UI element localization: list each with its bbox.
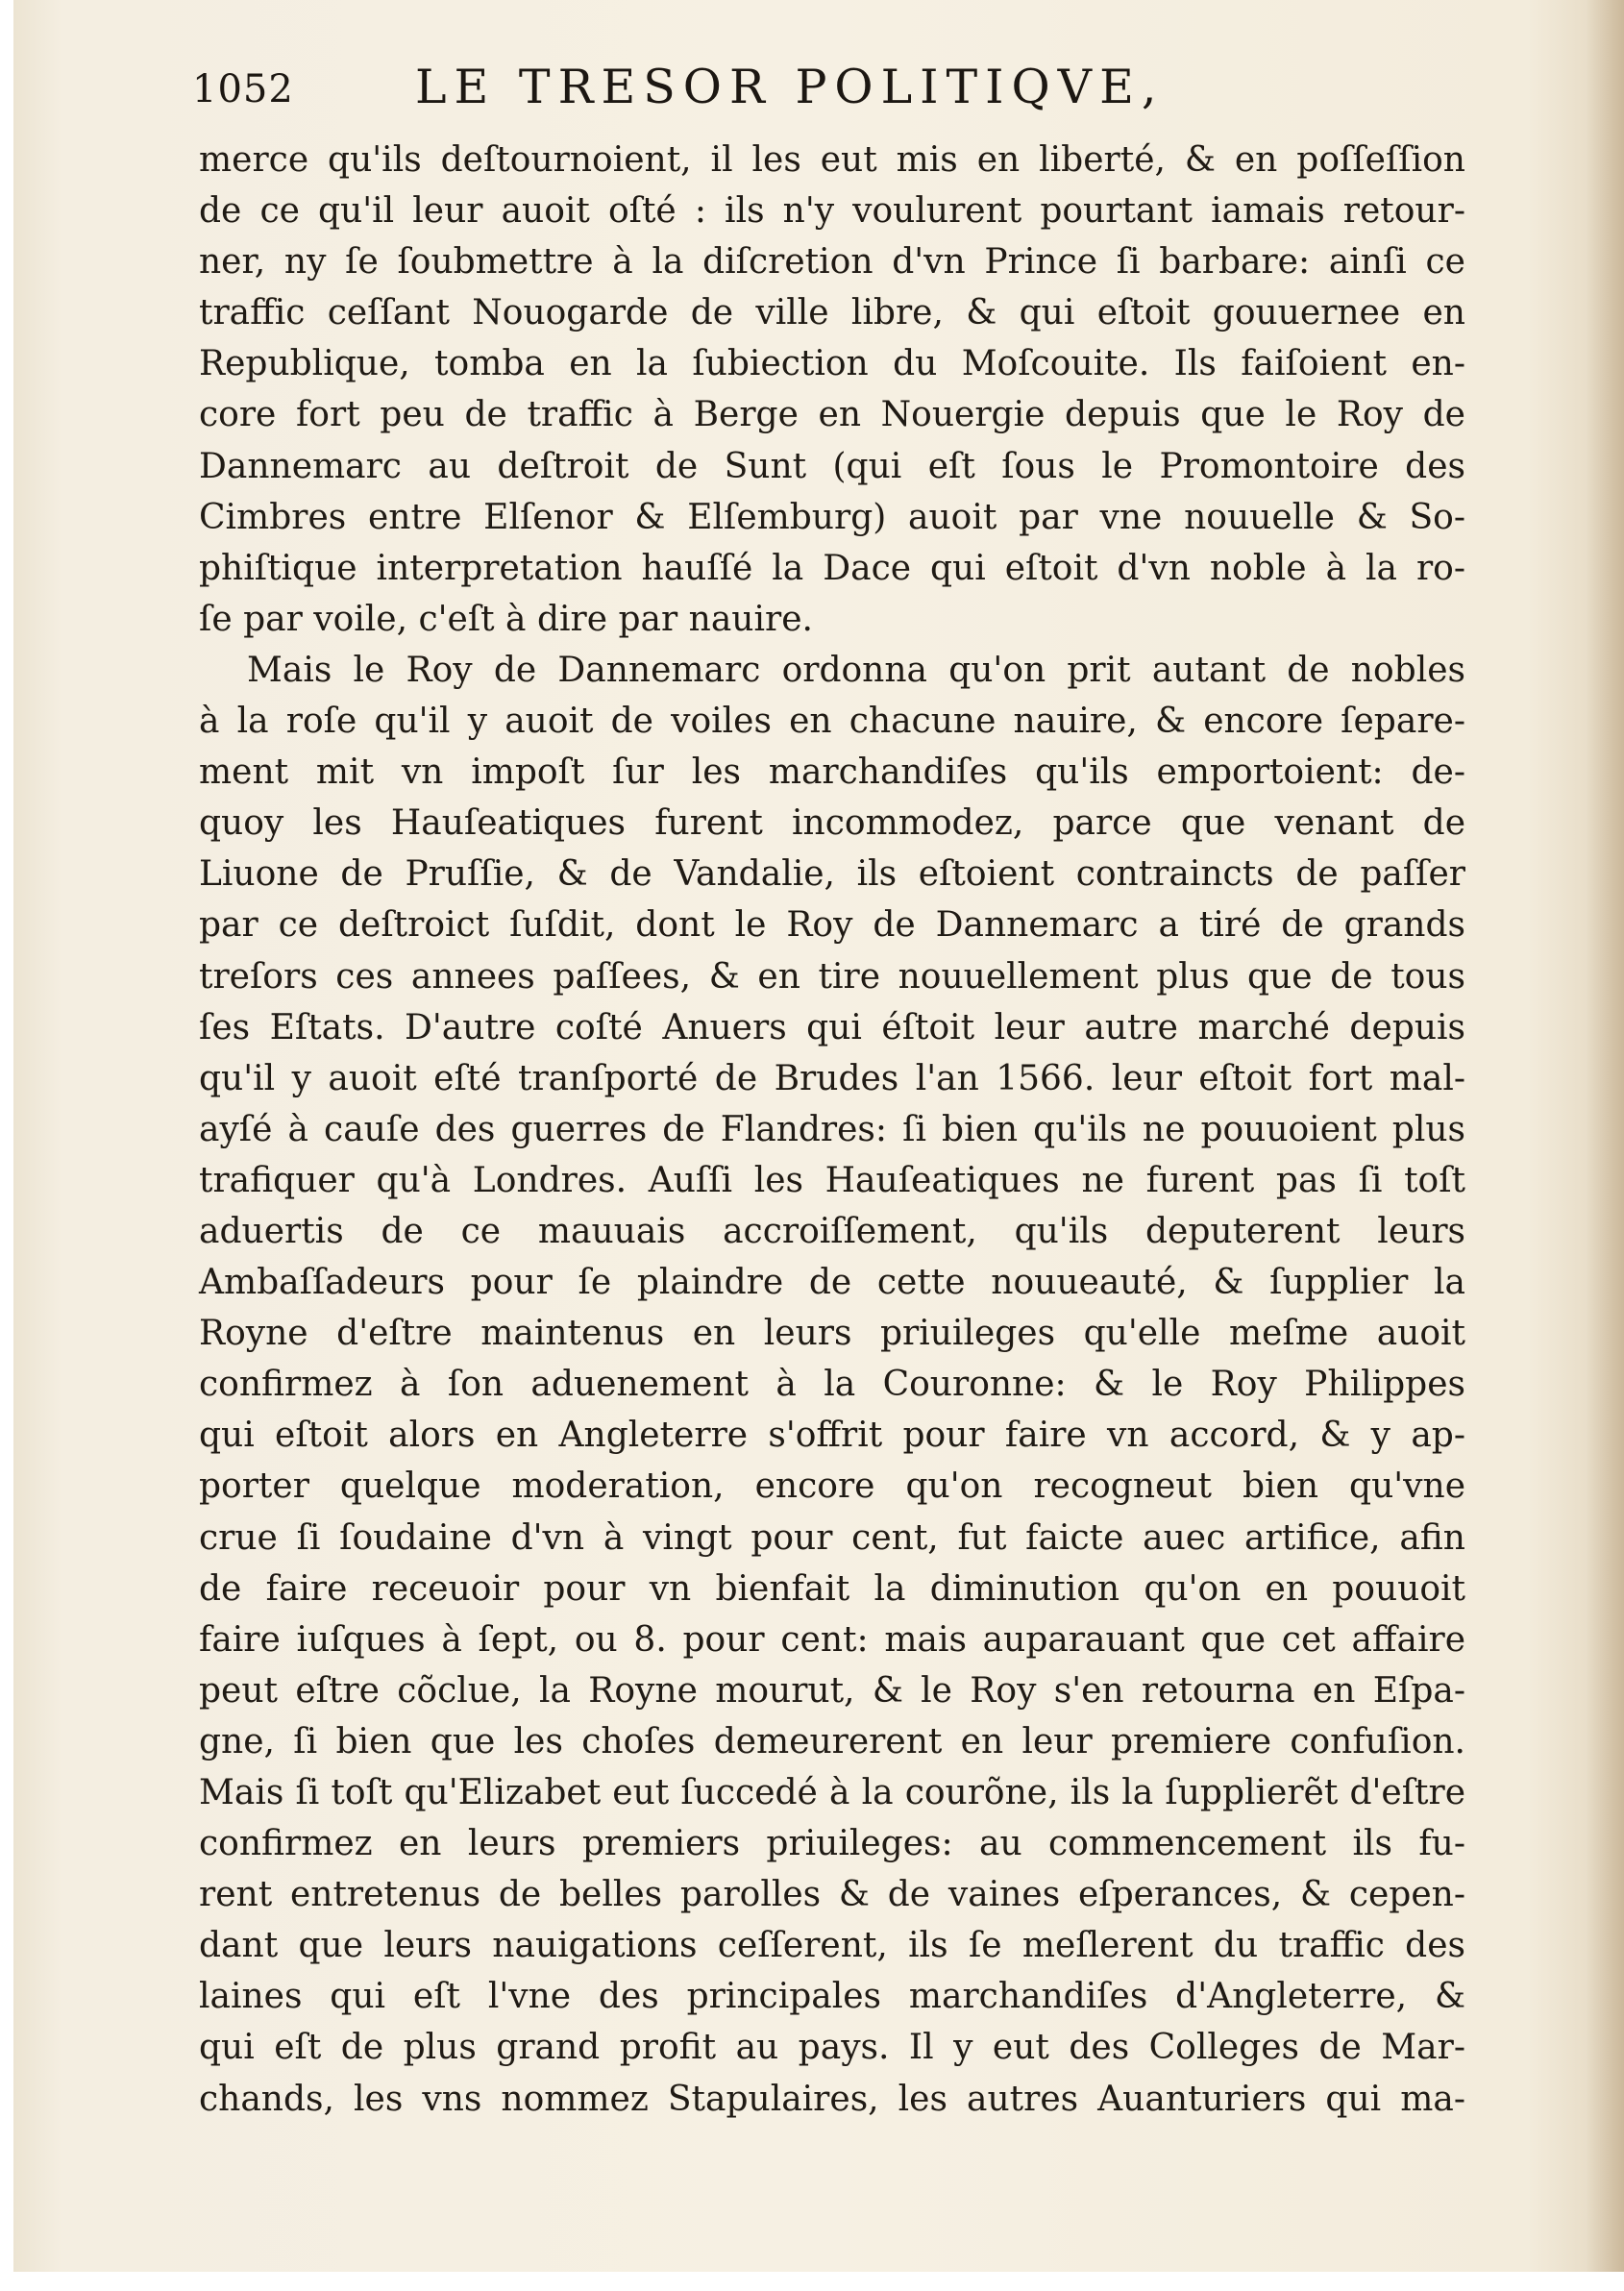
text-line: gne, ſi bien que les choſes demeurerent en leur premiere confuſion. <box>199 1721 1465 1761</box>
text-line: dant que leurs nauigations ceſſerent, ils ſe meſlerent du traffic des <box>199 1926 1465 1966</box>
text-line: ner, ny ſe ſoubmettre à la diſcretion d'vn Prince ſi barbare: ainſi ce <box>199 242 1465 283</box>
text-line: confirmez à ſon aduenement à la Couronne: & le Roy Philippes <box>199 1365 1465 1405</box>
scan-margin <box>0 2272 1624 2291</box>
page-header <box>192 60 1538 127</box>
text-line: Royne d'eſtre maintenus en leurs priuileges qu'elle meſme auoit <box>199 1314 1465 1354</box>
text-line: phiſtique interpretation hauſſé la Dace qui eſtoit d'vn noble à la ro- <box>199 548 1465 588</box>
text-line: chands, les vns nommez Stapulaires, les autres Auanturiers qui ma- <box>199 2079 1465 2119</box>
text-line: qu'il y auoit eſté tranſporté de Brudes l'an 1566. leur eſtoit fort mal- <box>199 1058 1465 1098</box>
text-line: Republique, tomba en la ſubiection du Moſcouite. Ils faiſoient en- <box>199 344 1465 384</box>
body-text <box>199 135 1465 2125</box>
text-line: de ce qu'il leur auoit oſté : ils n'y voulurent pourtant iamais retour- <box>199 191 1465 232</box>
text-line: ment mit vn impoſt ſur les marchandiſes qu'ils emportoient: de- <box>199 752 1465 793</box>
text-line: laines qui eſt l'vne des principales marchandiſes d'Angleterre, & <box>199 1977 1465 2017</box>
text-line: par ce deſtroict ſuſdit, dont le Roy de Dannemarc a tiré de grands <box>199 905 1465 946</box>
text-line: ſes Eſtats. D'autre coſté Anuers qui éſtoit leur autre marché depuis <box>199 1007 1465 1047</box>
text-line: peut eſtre cõclue, la Royne mourut, & le Roy s'en retourna en Eſpa- <box>199 1670 1465 1711</box>
text-line: Mais ſi toſt qu'Elizabet eut ſuccedé à la courõne, ils la ſupplierẽt d'eſtre <box>199 1773 1465 1812</box>
text-line: Dannemarc au deſtroit de Sunt (qui eſt ſous le Promontoire des <box>199 446 1465 486</box>
text-line: faire iuſques à ſept, ou 8. pour cent: mais auparauant que cet affaire <box>199 1619 1465 1660</box>
text-line: ſe par voile, c'eſt à dire par nauire. <box>199 599 813 639</box>
text-line: traffic ceſſant Nouogarde de ville libre, & qui eſtoit gouuernee en <box>199 293 1465 333</box>
text-line: porter quelque moderation, encore qu'on recogneut bien qu'vne <box>199 1466 1465 1507</box>
text-line: aduertis de ce mauuais accroiſſement, qu'ils deputerent leurs <box>199 1211 1465 1251</box>
text-line: ayſé à cauſe des guerres de Flandres: ſi bien qu'ils ne pouuoient plus <box>199 1109 1465 1149</box>
text-line: quoy les Hauſeatiques furent incommodez, parce que venant de <box>199 803 1465 844</box>
page-number: 1052 <box>192 67 294 111</box>
text-line: à la roſe qu'il y auoit de voiles en chacune nauire, & encore ſepare- <box>199 702 1465 742</box>
text-line: rent entretenus de belles parolles & de vaines eſperances, & cepen- <box>199 1875 1465 1915</box>
text-line: crue ſi ſoudaine d'vn à vingt pour cent, fut faicte auec artifice, afin <box>199 1517 1465 1558</box>
paragraph-start-line: Mais le Roy de Dannemarc ordonna qu'on prit autant de nobles <box>247 650 1465 690</box>
text-line: core fort peu de traffic à Berge en Nouergie depuis que le Roy de <box>199 395 1465 435</box>
text-line: merce qu'ils deſtournoient, il les eut mis en liberté, & en poſſeſſion <box>199 140 1465 180</box>
text-line: qui eſtoit alors en Angleterre s'offrit pour faire vn accord, & y ap- <box>199 1416 1465 1456</box>
text-line: trafiquer qu'à Londres. Auſſi les Hauſeatiques ne furent pas ſi toſt <box>199 1160 1465 1200</box>
text-line: qui eſt de plus grand profit au pays. Il y eut des Colleges de Mar- <box>199 2028 1465 2068</box>
text-line: confirmez en leurs premiers priuileges: au commencement ils fu- <box>199 1824 1465 1864</box>
text-line: de faire receuoir pour vn bienfait la diminution qu'on en pouuoit <box>199 1568 1465 1609</box>
running-title: LE TRESOR POLITIQVE, <box>415 60 1165 114</box>
text-line: Ambaſſadeurs pour ſe plaindre de cette nouueauté, & ſupplier la <box>199 1263 1465 1303</box>
text-line: Liuone de Pruſſie, & de Vandalie, ils eſtoient contraincts de paſſer <box>199 854 1465 895</box>
text-line: Cimbres entre Elſenor & Elſemburg) auoit par vne nouuelle & So- <box>199 497 1465 537</box>
text-line: treſors ces annees paſſees, & en tire nouuellement plus que de tous <box>199 956 1465 997</box>
